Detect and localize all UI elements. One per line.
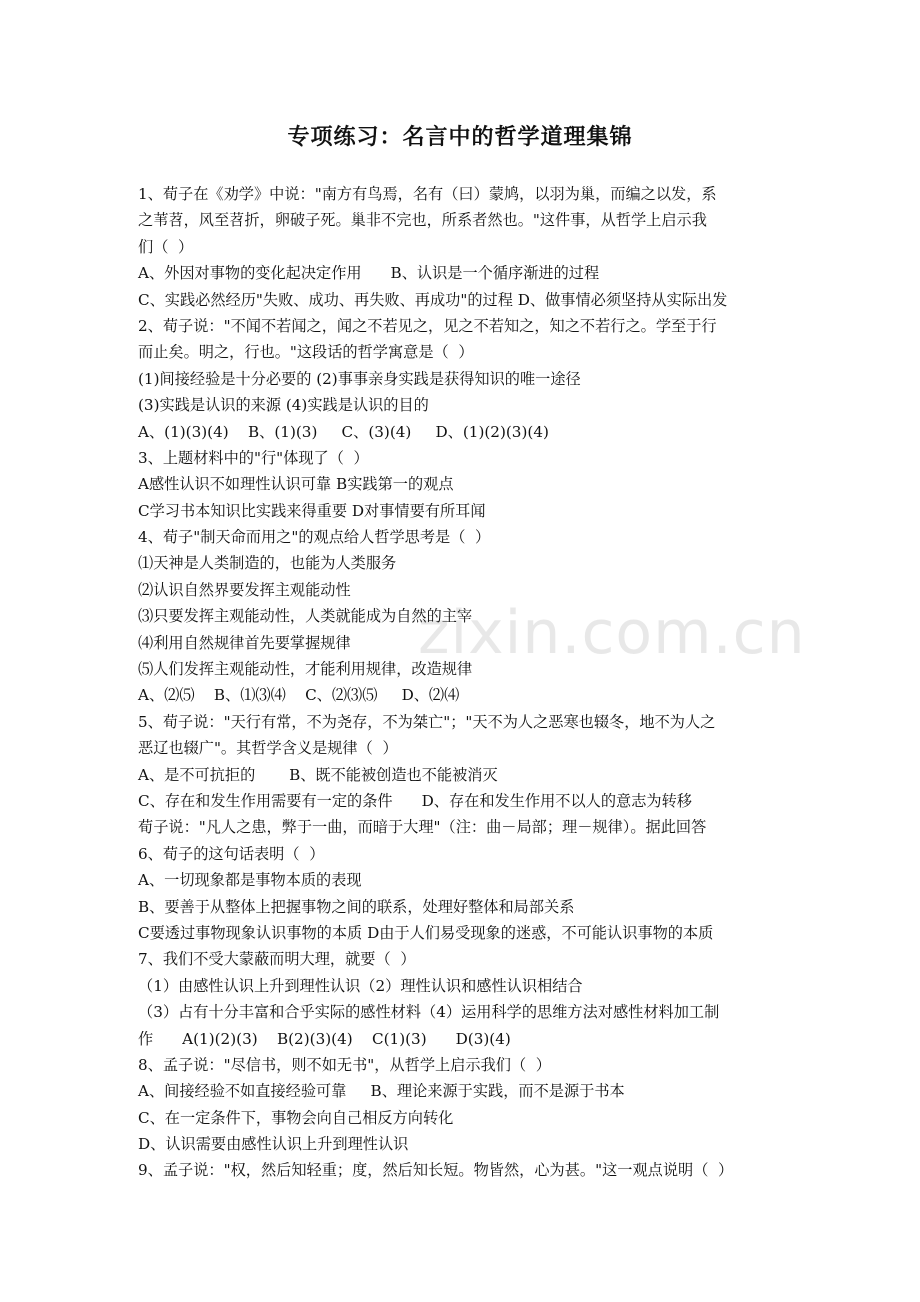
text-line: A、外因对事物的变化起决定作用 B、认识是一个循序渐进的过程	[138, 264, 600, 283]
text-line: ⑴天神是人类制造的，也能为人类服务	[138, 554, 397, 573]
text-line: C、实践必然经历"失败、成功、再失败、再成功"的过程 D、做事情必须坚持从实际出发	[138, 290, 728, 309]
text-line: A、(1)(3)(4) B、(1)(3) C、(3)(4) D、(1)(2)(3)(4)	[138, 422, 549, 441]
text-line: B、要善于从整体上把握事物之间的联系，处理好整体和局部关系	[138, 897, 575, 916]
text-line: C学习书本知识比实践来得重要 D对事情要有所耳闻	[138, 501, 486, 520]
text-line: A、间接经验不如直接经验可靠 B、理论来源于实践，而不是源于书本	[138, 1082, 625, 1101]
text-line: 6、荀子的这句话表明（ ）	[138, 844, 325, 863]
text-line: 5、荀子说："天行有常，不为尧存，不为桀亡"；"天不为人之恶寒也辍冬，地不为人之	[138, 712, 716, 731]
text-line: （3）占有十分丰富和合乎实际的感性材料（4）运用科学的思维方法对感性材料加工制	[138, 1003, 720, 1022]
page-title: 专项练习：名言中的哲学道理集锦	[287, 125, 633, 150]
text-line: C要透过事物现象认识事物的本质 D由于人们易受现象的迷惑，不可能认识事物的本质	[138, 923, 714, 942]
text-line: ⑷利用自然规律首先要掌握规律	[138, 633, 351, 652]
text-line: (3)实践是认识的来源 (4)实践是认识的目的	[138, 396, 429, 415]
text-line: C、存在和发生作用需要有一定的条件 D、存在和发生作用不以人的意志为转移	[138, 791, 692, 810]
document-body	[138, 181, 786, 1184]
text-line: C、在一定条件下，事物会向自己相反方向转化	[138, 1108, 454, 1127]
text-line: 之苇苕，风至苕折，卵破子死。巢非不完也，所系者然也。"这件事，从哲学上启示我	[138, 211, 707, 230]
text-line: 恶辽也辍广"。其哲学含义是规律（ ）	[138, 739, 398, 758]
text-line: 2、荀子说："不闻不若闻之，闻之不若见之，见之不若知之，知之不若行之。学至于行	[138, 316, 717, 335]
text-line: 7、我们不受大蒙蔽而明大理，就要（ ）	[138, 950, 416, 969]
watermark: zixin.com.cn	[418, 598, 806, 668]
text-line: 而止矣。明之，行也。"这段话的哲学寓意是（ ）	[138, 343, 474, 362]
text-line: 荀子说："凡人之患，弊于一曲，而暗于大理"（注：曲－局部；理－规律）。据此回答	[138, 818, 707, 837]
text-line: A、⑵⑸ B、⑴⑶⑷ C、⑵⑶⑸ D、⑵⑷	[138, 686, 460, 705]
text-line: 1、荀子在《劝学》中说："南方有鸟焉，名有（曰）蒙鸠，以羽为巢，而编之以发，系	[138, 185, 717, 203]
text-line: ⑵认识自然界要发挥主观能动性	[138, 580, 351, 599]
text-line: 们（ ）	[138, 237, 194, 256]
text-line: A、是不可抗拒的 B、既不能被创造也不能被消灭	[138, 765, 498, 784]
text-line: 8、孟子说："尽信书，则不如无书"，从哲学上启示我们（ ）	[138, 1055, 551, 1074]
text-line: (1)间接经验是十分必要的 (2)事事亲身实践是获得知识的唯一途径	[138, 369, 581, 388]
text-line: ⑸人们发挥主观能动性，才能利用规律，改造规律	[138, 660, 473, 679]
text-line: 3、上题材料中的"行"体现了（ ）	[138, 448, 369, 467]
text-line: （1）由感性认识上升到理性认识（2）理性认识和感性认识相结合	[138, 976, 583, 995]
text-line: 4、荀子"制天命而用之"的观点给人哲学思考是（ ）	[138, 528, 491, 547]
text-line: A感性认识不如理性认识可靠 B实践第一的观点	[138, 475, 454, 494]
text-line: A、一切现象都是事物本质的表现	[138, 871, 362, 890]
text-line: D、认识需要由感性认识上升到理性认识	[138, 1135, 409, 1154]
text-line: 作 A(1)(2)(3) B(2)(3)(4) C(1)(3) D(3)(4)	[138, 1029, 511, 1048]
text-line: ⑶只要发挥主观能动性，人类就能成为自然的主宰	[138, 607, 473, 626]
text-line: 9、孟子说："权，然后知轻重；度，然后知长短。物皆然，心为甚。"这一观点说明（ ）	[138, 1161, 734, 1180]
